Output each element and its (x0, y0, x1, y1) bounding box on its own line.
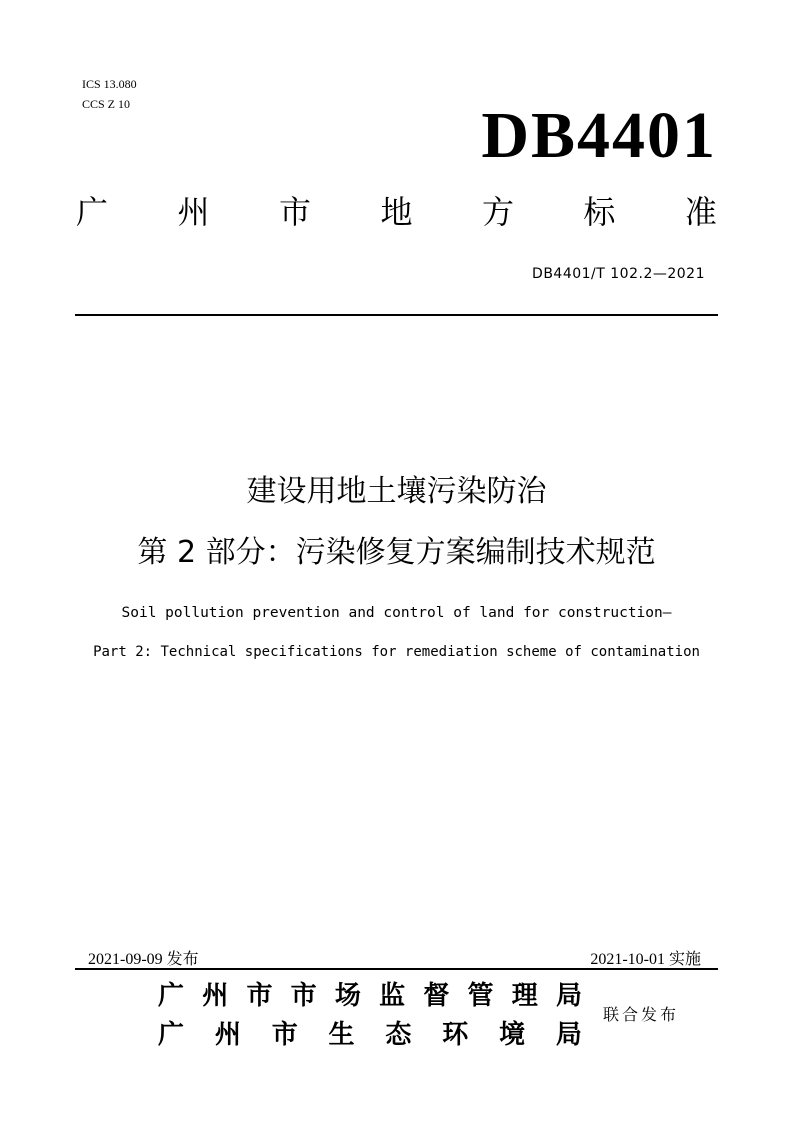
issuer-char: 州 (202, 981, 229, 1011)
implement-date: 2021-10-01 实施 (590, 951, 701, 968)
issuer-char: 局 (555, 1020, 582, 1050)
issuer-char: 广 (158, 981, 185, 1011)
issuer-char: 场 (334, 981, 361, 1011)
issuer-char: 境 (499, 1020, 526, 1050)
issuer-char: 环 (442, 1020, 469, 1050)
standard-code: DB4401 (481, 99, 717, 172)
ics-code: ICS 13.080 (82, 77, 137, 91)
ccs-code: CCS Z 10 (82, 97, 131, 111)
issuer-char: 管 (467, 981, 494, 1011)
issuer-org-2 (158, 1017, 582, 1053)
issuer-char: 广 (158, 1020, 185, 1050)
issuer-char: 理 (511, 981, 538, 1011)
title-cn-line2: 第 2 部分：污染修复方案编制技术规范 (137, 535, 656, 570)
issuer-org-1 (158, 978, 582, 1014)
top-divider (75, 314, 718, 316)
issuer-char: 州 (214, 1020, 241, 1050)
issuer-char: 监 (379, 981, 406, 1011)
standard-type-char: 方 (481, 193, 514, 231)
standard-type-char: 州 (177, 193, 210, 231)
issuer-char: 态 (385, 1020, 412, 1050)
standard-number: DB4401/T 102.2—2021 (532, 266, 705, 282)
issuer-char: 市 (290, 981, 317, 1011)
issuer-char: 生 (328, 1020, 355, 1050)
standard-type-char: 市 (278, 193, 311, 231)
issuer-char: 市 (246, 981, 273, 1011)
title-en-line1: Soil pollution prevention and control of land for construction— (121, 605, 672, 621)
joint-issue-label: 联合发布 (603, 1005, 680, 1024)
issuer-char: 督 (423, 981, 450, 1011)
standard-type-char: 广 (76, 193, 109, 231)
issuer-char: 市 (271, 1020, 298, 1050)
issuer-char: 局 (555, 981, 582, 1011)
classification-codes (82, 74, 137, 114)
title-cn-line1: 建设用地土壤污染防治 (246, 474, 547, 509)
issue-date: 2021-09-09 发布 (88, 951, 199, 968)
title-en-line2: Part 2: Technical specifications for remediation scheme of contamination (93, 644, 700, 660)
standard-type-char: 标 (583, 193, 616, 231)
standard-type-char: 地 (380, 193, 413, 231)
standard-type-char: 准 (684, 193, 717, 231)
bottom-divider (75, 968, 718, 970)
standard-type (76, 190, 717, 234)
